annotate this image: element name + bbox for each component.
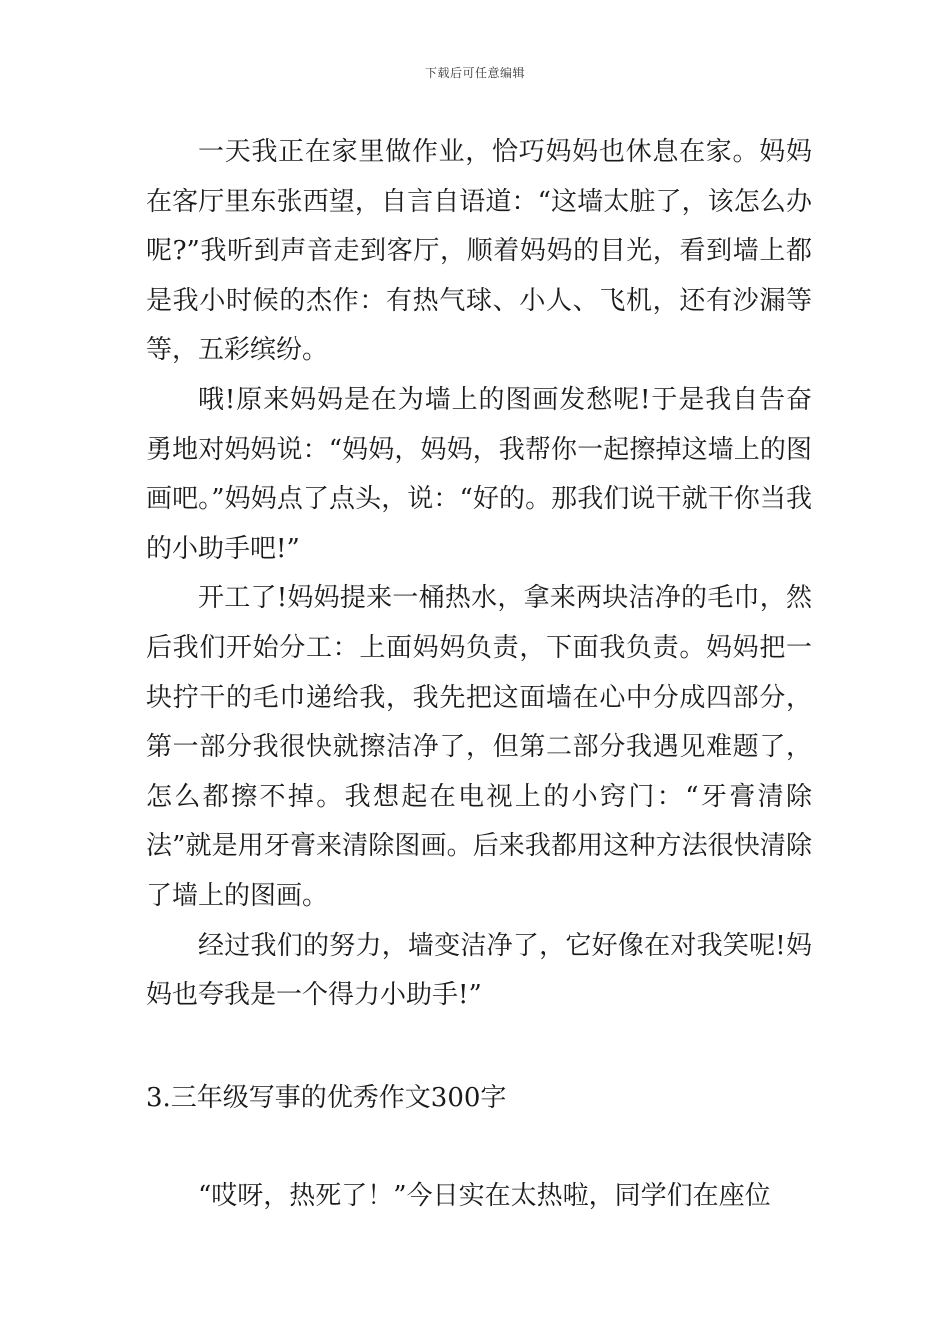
section-title: 3.三年级写事的优秀作文300字 bbox=[146, 1083, 507, 1113]
header-note: 下载后可任意编辑 bbox=[424, 66, 525, 80]
section-first-line: “哎呀，热死了！”今日实在太热啦，同学们在座位 bbox=[198, 1181, 771, 1211]
paragraph: 哦!原来妈妈是在为墙上的图画发愁呢!于是我自告奋勇地对妈妈说：“妈妈，妈妈，我帮你一起擦掉这墙上的图画吧。”妈妈点了点头，说：“好的。那我们说干就干你当我的小助手吧!” bbox=[146, 384, 812, 564]
paragraph: 经过我们的努力，墙变洁净了，它好像在对我笑呢!妈妈也夸我是一个得力小助手!” bbox=[146, 930, 812, 1011]
article-body bbox=[146, 128, 812, 1021]
paragraph: 开工了!妈妈提来一桶热水，拿来两块洁净的毛巾，然后我们开始分工：上面妈妈负责，下面我负责。妈妈把一块拧干的毛巾递给我，我先把这面墙在心中分成四部分，第一部分我很快就擦洁净了，但第二部分我遇见难题了，怎么都擦不掉。我想起在电视上的小窍门：“牙膏清除法”就是用牙膏来清除图画。后来我都用这种方法很快清除了墙上的图画。 bbox=[146, 583, 812, 911]
paragraph: 一天我正在家里做作业，恰巧妈妈也休息在家。妈妈在客厅里东张西望，自言自语道：“这墙太脏了，该怎么办呢?”我听到声音走到客厅，顺着妈妈的目光，看到墙上都是我小时候的杰作：有热气球、小人、飞机，还有沙漏等等，五彩缤纷。 bbox=[146, 137, 812, 366]
